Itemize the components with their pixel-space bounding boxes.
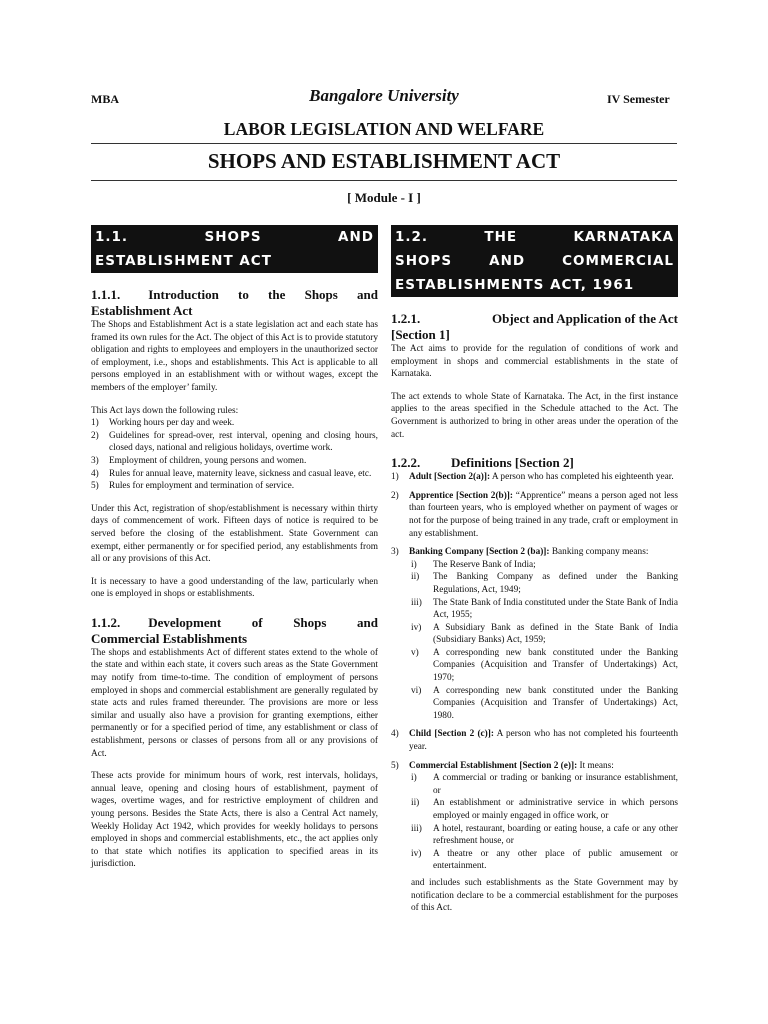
list-text: Guidelines for spread-over, rest interval, opening and closing hours, closed days, national and religious holidays, overtime work. <box>109 430 378 454</box>
definition-term: Apprentice [Section 2(b)]: <box>409 490 513 501</box>
sub-number: ii) <box>411 798 420 809</box>
list-number: 2) <box>91 430 99 441</box>
sub-item <box>391 559 678 572</box>
definition-text: “Apprentice” means a person aged not less than fourteen years, who is employed whether on payment of wages or not for the purpose of being trained in any trade, craft or employment in any establishment. <box>409 490 678 539</box>
list-number: 1) <box>91 418 99 429</box>
list-number: 5) <box>391 760 399 771</box>
paragraph: Under this Act, registration of shop/establishment is necessary within thirty days of commencement of work. Fifteen days of notice is required to be served before the closing of the establishment. State Government can exempt, either permanently or for specified period, any establishments from all or any provisions of this Act. <box>91 503 378 565</box>
banner-word: AND <box>489 253 526 269</box>
module-label: [ Module - I ] <box>347 190 421 205</box>
document-title: SHOPS AND ESTABLISHMENT ACT <box>207 149 561 173</box>
sub-item <box>391 823 678 848</box>
list-number: 4) <box>391 729 399 740</box>
sub-text: A commercial or trading or banking or insurance establishment, or <box>433 773 678 796</box>
definition-tail: and includes such establishments as the State Government may by notification declare to be a commercial establishment for the purposes of this Act. <box>411 877 678 914</box>
sub-text: The Reserve Bank of India; <box>433 559 536 570</box>
title-divider <box>91 143 677 144</box>
banner-word: SHOPS <box>395 253 453 269</box>
definition-term: Commercial Establishment [Section 2 (e)]: <box>409 760 578 771</box>
heading-text: Development of Shops and <box>148 614 378 630</box>
list-number: 1) <box>391 472 399 483</box>
sub-text: A corresponding new bank constituted under the Banking Companies (Acquisition and Transfer of Undertakings) Act, 1980. <box>433 685 678 721</box>
definition-item <box>391 728 678 753</box>
definition-item <box>391 760 678 773</box>
heading-1-2-1 <box>391 311 678 343</box>
header-semester: IV Semester <box>607 92 670 106</box>
sub-number: iii) <box>411 823 422 834</box>
sub-item <box>391 848 678 873</box>
heading-1-1-1 <box>91 287 378 319</box>
left-column <box>91 225 378 871</box>
sub-text: A hotel, restaurant, boarding or eating house, a cafe or any other refreshment house, or <box>433 823 678 847</box>
sub-number: v) <box>411 647 419 658</box>
sub-number: iv) <box>411 622 422 633</box>
list-text: Rules for employment and termination of service. <box>109 481 295 492</box>
section-banner-1-2 <box>391 225 678 297</box>
paragraph: The Shops and Establishment Act is a state legislation act and each state has framed its own rules for the Act. The object of this Act is to provide statutory obligation and rights to employees and employers in the unauthorized sector of employment, i.e., shops and establishments. This Act is applicable to all persons employed in an establishment with or without wages, except the members of the employer’ family. <box>91 320 378 393</box>
list-number: 3) <box>91 455 99 466</box>
heading-text: Commercial Establishments <box>91 630 248 646</box>
heading-number: 1.2.1. <box>391 311 421 326</box>
definition-term: Adult [Section 2(a)]: <box>409 472 491 483</box>
section-banner-1-1 <box>91 225 378 273</box>
paragraph: These acts provide for minimum hours of work, rest intervals, holidays, annual leave, opening and closing hours of establishment, payment of wages, overtime wages, and for restrictive employment of children and young persons. Besides the State Acts, there is also a Central Act namely, Weekly Holiday Act 1942, which provides for weekly holidays to persons employed in shops and commercial establishments, etc., the act applies only to that state which notifies its application to specified areas in its jurisdiction. <box>91 771 378 870</box>
banner-num: 1.1. <box>95 229 129 245</box>
sub-item <box>391 772 678 797</box>
list-number: 3) <box>391 547 399 558</box>
heading-text: [Section 1] <box>391 327 450 342</box>
sub-item <box>391 571 678 596</box>
banner-line: ESTABLISHMENT ACT <box>95 253 272 269</box>
definition-item <box>391 490 678 540</box>
heading-1-2-2 <box>391 455 678 471</box>
sub-item <box>391 597 678 622</box>
sub-number: ii) <box>411 572 420 583</box>
sub-text: A theatre or any other place of public amusement or entertainment. <box>433 848 678 872</box>
heading-text: Definitions [Section 2] <box>451 455 574 471</box>
definition-text: A person who has completed his eighteenth year. <box>490 472 674 483</box>
title-divider-bottom <box>91 180 677 181</box>
header-university: Bangalore University <box>309 86 459 105</box>
list-number: 2) <box>391 490 399 501</box>
list-text: Rules for annual leave, maternity leave, sickness and casual leave, etc. <box>109 468 372 479</box>
sub-text: A Subsidiary Bank as defined in the State Bank of India (Subsidiary Banks) Act, 1959; <box>433 622 678 646</box>
sub-item <box>391 622 678 647</box>
banner-word: SHOPS <box>204 229 262 245</box>
sub-text: The Banking Company as defined under the Banking Regulations, Act, 1949; <box>433 572 678 595</box>
paragraph: This Act lays down the following rules: <box>91 405 239 416</box>
list-number: 4) <box>91 468 99 479</box>
heading-text: Establishment Act <box>91 303 193 318</box>
list-text: Employment of children, young persons and women. <box>109 455 307 466</box>
sub-item <box>391 685 678 723</box>
course-title: LABOR LEGISLATION AND WELFARE <box>223 119 545 139</box>
banner-line: ESTABLISHMENTS ACT, 1961 <box>395 277 635 293</box>
definition-term: Child [Section 2 (c)]: <box>409 729 494 740</box>
definition-item <box>391 471 678 484</box>
list-item <box>91 468 378 481</box>
definition-term: Banking Company [Section 2 (ba)]: <box>409 547 550 558</box>
sub-text: An establishment or administrative service in which persons employed or mainly engaged in office work, or <box>433 798 678 821</box>
list-item <box>91 430 378 455</box>
sub-number: i) <box>411 773 417 784</box>
sub-text: A corresponding new bank constituted under the Banking Companies (Acquisition and Transfer of Undertakings) Act, 1970; <box>433 647 678 684</box>
header-course: MBA <box>91 92 119 106</box>
list-item <box>91 417 378 430</box>
banner-word: KARNATAKA <box>573 229 674 245</box>
sub-item <box>391 797 678 822</box>
rules-list <box>91 417 378 493</box>
sub-number: iv) <box>411 848 422 859</box>
banner-word: AND <box>338 229 374 245</box>
banner-num: 1.2. <box>395 229 429 245</box>
heading-text: Object and Application of the Act <box>492 311 678 326</box>
definition-text: It means: <box>577 760 614 771</box>
heading-number: 1.1.2. <box>91 614 121 630</box>
right-column <box>391 225 678 915</box>
definition-item <box>391 546 678 559</box>
list-text: Working hours per day and week. <box>109 418 235 429</box>
list-item <box>91 455 378 468</box>
sub-number: vi) <box>411 685 422 696</box>
sub-number: i) <box>411 559 417 570</box>
heading-text: Introduction to the Shops and <box>148 287 378 302</box>
sub-text: The State Bank of India constituted under the State Bank of India Act, 1955; <box>433 597 678 621</box>
paragraph: The Act aims to provide for the regulation of conditions of work and employment in shops and commercial establishments in the state of Karnataka. <box>391 344 678 380</box>
paragraph: It is necessary to have a good understanding of the law, particularly when one is employed in shops or establishments. <box>91 576 378 600</box>
paragraph: The shops and establishments Act of different states extend to the whole of the state and within each state, it covers such areas as the State Government may notify from time-to-time. The condition of employment of persons employed in shops and commercial establishment are generally regulated by state acts and rules framed thereunder. The provisions are more or less similar and usually also have a provision for granting exemptions, either permanently or for a specified period of time, any establishment or class of establishment, persons or classes of persons from all or any provisions of Act. <box>91 647 378 759</box>
sub-item <box>391 647 678 685</box>
list-item <box>91 480 378 493</box>
definition-text: A person who has not completed his fourteenth year. <box>409 729 678 753</box>
banner-word: COMMERCIAL <box>562 253 674 269</box>
heading-number: 1.1.1. <box>91 287 121 302</box>
paragraph: The act extends to whole State of Karnataka. The Act, in the first instance applies to the areas specified in the Schedule attached to the Act. The Government is authorized to bring in other areas under the operation of the act. <box>391 391 678 440</box>
definition-text: Banking company means: <box>549 547 649 558</box>
heading-number: 1.2.2. <box>391 455 421 471</box>
sub-number: iii) <box>411 597 422 608</box>
list-number: 5) <box>91 481 99 492</box>
banner-word: THE <box>484 229 518 245</box>
heading-1-1-2 <box>91 615 378 647</box>
